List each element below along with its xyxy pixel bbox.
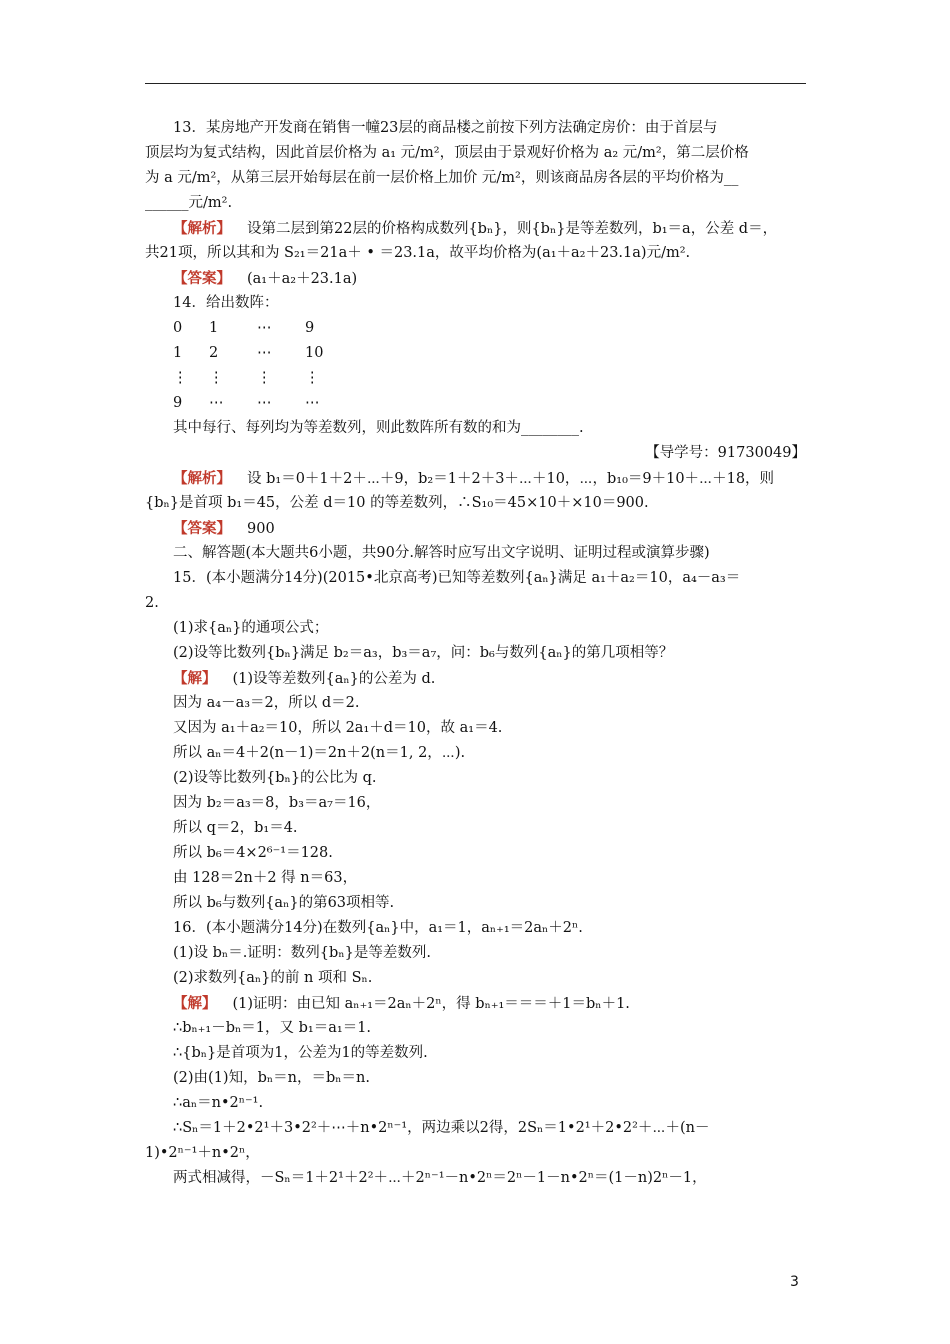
header-rule <box>145 83 806 84</box>
solution-13-line-2: 共21项，所以其和为 S₂₁＝21a＋ • ＝23.1a，故平均价格为(a₁＋a₂＋23.1a)元/m². <box>145 245 691 261</box>
problem-16-line-1: 16．(本小题满分14分)在数列{aₙ}中，a₁＝1，aₙ₊₁＝2aₙ＋2ⁿ. <box>173 920 583 936</box>
problem-13-line-1: 13．某房地产开发商在销售一幢23层的商品楼之前按下列方法确定房价：由于首层与 <box>173 120 718 136</box>
matrix-row: 1 2 ⋯ 10 <box>173 345 324 361</box>
answer-tag: 【答案】 <box>173 520 231 537</box>
solution-13-line-1: 【解析】 设第二层到第22层的价格构成数列{bₙ}，则{bₙ}是等差数列，b₁＝a，公差 d＝， <box>173 220 778 237</box>
solution-15-line: 因为 b₂＝a₃＝8，b₃＝a₇＝16， <box>173 795 381 811</box>
problem-15-line-1: 15．(本小题满分14分)(2015•北京高考)已知等差数列{aₙ}满足 a₁＋a₂＝10，a₄－a₃＝ <box>173 570 741 586</box>
analysis-tag: 【解析】 <box>173 220 231 237</box>
solution-15-line: 由 128＝2n＋2 得 n＝63， <box>173 870 358 886</box>
solution-16-line: ∴bₙ₊₁－bₙ＝1，又 b₁＝a₁＝1. <box>173 1020 372 1036</box>
solution-tag: 【解】 <box>173 995 217 1012</box>
problem-13-line-4: ______元/m². <box>145 195 233 211</box>
problem-15-part-1: (1)求{aₙ}的通项公式； <box>173 620 329 636</box>
solution-16-line: (2)由(1)知，bₙ＝n，＝bₙ＝n. <box>173 1070 370 1086</box>
solution-15-line-1: 【解】 (1)设等差数列{aₙ}的公差为 d. <box>173 670 436 687</box>
problem-15-part-2: (2)设等比数列{bₙ}满足 b₂＝a₃，b₃＝a₇，问：b₆与数列{aₙ}的第几项相等？ <box>173 645 674 661</box>
solution-15-line: 所以 aₙ＝4＋2(n－1)＝2n＋2(n＝1, 2，⋯). <box>173 745 466 761</box>
solution-15-line: 所以 b₆＝4×2⁶⁻¹＝128. <box>173 845 333 861</box>
solution-15-line: 所以 b₆与数列{aₙ}的第63项相等. <box>173 895 395 911</box>
matrix-row: 9 ⋯ ⋯ ⋯ <box>173 395 320 411</box>
solution-16-line: 两式相减得，－Sₙ＝1＋2¹＋2²＋⋯＋2ⁿ⁻¹－n•2ⁿ＝2ⁿ－1－n•2ⁿ＝(1－n)2ⁿ－1， <box>173 1170 707 1186</box>
problem-15-line-2: 2. <box>145 595 159 611</box>
solution-15-line: 又因为 a₁＋a₂＝10，所以 2a₁＋d＝10，故 a₁＝4. <box>173 720 503 736</box>
answer-tag: 【答案】 <box>173 270 231 287</box>
page-number: 3 <box>790 1274 799 1290</box>
solution-16-line: 1)•2ⁿ⁻¹＋n•2ⁿ， <box>145 1145 260 1161</box>
problem-16-part-2: (2)求数列{aₙ}的前 n 项和 Sₙ. <box>173 970 373 986</box>
problem-16-part-1: (1)设 bₙ＝.证明：数列{bₙ}是等差数列. <box>173 945 431 961</box>
solution-15-line: (2)设等比数列{bₙ}的公比为 q. <box>173 770 377 786</box>
analysis-tag: 【解析】 <box>173 470 231 487</box>
answer-13: 【答案】 (a₁＋a₂＋23.1a) <box>173 270 358 287</box>
matrix-row: ⋮ ⋮ ⋮ ⋮ <box>173 370 320 386</box>
problem-14-line-2: 其中每行、每列均为等差数列，则此数阵所有数的和为________. <box>173 420 584 436</box>
problem-13-line-3: 为 a 元/m²，从第三层开始每层在前一层价格上加价 元/m²，则该商品房各层的平均价格为__ <box>145 170 739 186</box>
solution-16-line: ∴Sₙ＝1＋2•2¹＋3•2²＋⋯＋n•2ⁿ⁻¹，两边乘以2得，2Sₙ＝1•2¹＋2•2²＋⋯＋(n－ <box>173 1120 710 1136</box>
answer-14: 【答案】 900 <box>173 520 275 537</box>
solution-15-line: 因为 a₄－a₃＝2，所以 d＝2. <box>173 695 360 711</box>
number-matrix <box>145 316 806 416</box>
document-body <box>145 116 806 1191</box>
matrix-row: 0 1 ⋯ 9 <box>173 320 315 336</box>
solution-tag: 【解】 <box>173 670 217 687</box>
solution-14-line-2: {bₙ}是首项 b₁＝45，公差 d＝10 的等差数列，∴S₁₀＝45×10＋×10＝900. <box>145 495 649 511</box>
solution-14-line-1: 【解析】 设 b₁＝0＋1＋2＋⋯＋9，b₂＝1＋2＋3＋⋯＋10，⋯，b₁₀＝9＋10＋⋯＋18，则 <box>173 470 775 487</box>
solution-15-line: 所以 q＝2，b₁＝4. <box>173 820 298 836</box>
problem-13-line-2: 顶层均为复式结构，因此首层价格为 a₁ 元/m²，顶层由于景观好价格为 a₂ 元/m²，第二层价格 <box>145 145 749 161</box>
section-heading: 二、解答题(本大题共6小题，共90分.解答时应写出文字说明、证明过程或演算步骤) <box>173 545 710 561</box>
solution-16-line: ∴{bₙ}是首项为1，公差为1的等差数列. <box>173 1045 428 1061</box>
guide-number: 【导学号：91730049】 <box>645 445 806 461</box>
problem-14-line-1: 14．给出数阵： <box>173 295 279 311</box>
solution-16-line-1: 【解】 (1)证明：由已知 aₙ₊₁＝2aₙ＋2ⁿ，得 bₙ₊₁＝＝＝＋1＝bₙ＋1. <box>173 995 630 1012</box>
solution-16-line: ∴aₙ＝n•2ⁿ⁻¹. <box>173 1095 264 1111</box>
